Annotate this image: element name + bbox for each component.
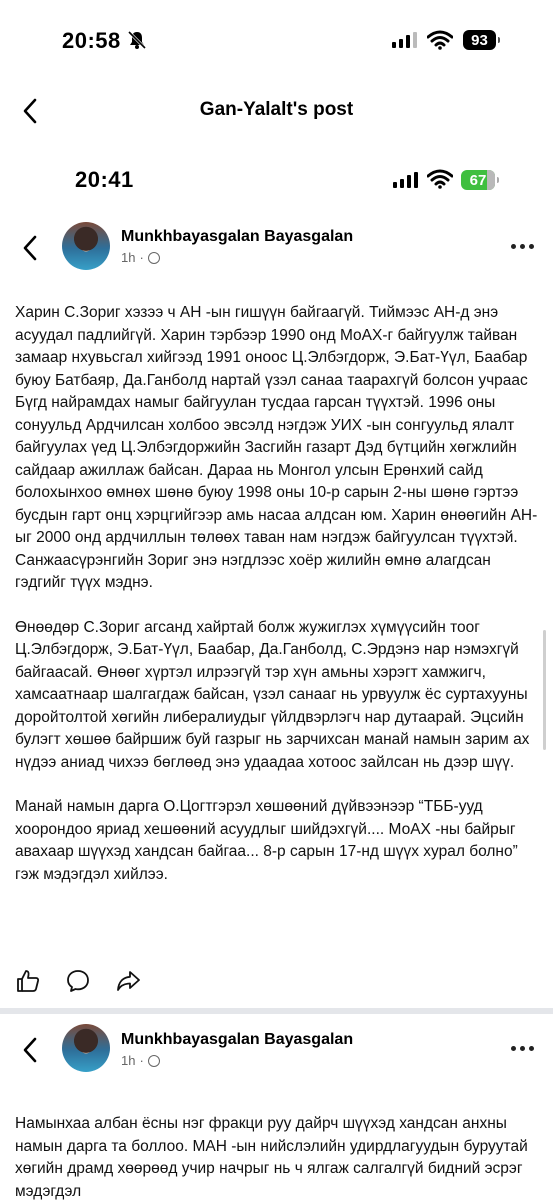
comment-bubble-icon[interactable] bbox=[65, 968, 91, 994]
post-paragraph: Намынхаа албан ёсны нэг фракци руу дайрч шүүхэд хандсан анхны намын дарга та боллоо. МАН -ын нийслэлийн удирдлагуудын буруутай хөгийн драмд хөөрөөд учир начрыг нь ч ялгаж салгалгүй бидний эсрэг мэдэгдэл bbox=[15, 1115, 528, 1200]
meta-separator: · bbox=[139, 250, 144, 265]
outer-status-bar bbox=[0, 0, 553, 80]
post-time: 1h bbox=[121, 1053, 136, 1068]
post-paragraph: Өнөөдөр С.Зориг агсанд хайртай болж жужиглэх хүмүүсийн тоог Ц.Элбэгдорж, Э.Бат-Үүл, Баабар, Да.Ганболд, С.Эрдэнэ нар нэмэхгүй байгаасай. Өнөөг хүртэл илрээгүй тэр хүн амьны хэрэгт хамжигч, хамсаатнаар шалгагдаж байсан, үзэл санааг нь урвуулж ёс суртахууны доройтолтой хөгийн либералиудыг үйлдвэрлэгч нар дутаарай. Эцсийн булэгт хөшөө байршиж буй газрыг нь зарчихсан манай намын зарим ах нүдээ аниад чихээ бөглөөд энэ удаадаа хотоос зайлсан нь дээр шүү. bbox=[15, 618, 530, 771]
more-dots-icon[interactable] bbox=[511, 1046, 534, 1051]
thumbs-up-icon[interactable] bbox=[15, 968, 41, 994]
battery-percent: 93 bbox=[471, 31, 488, 49]
share-arrow-icon[interactable] bbox=[115, 968, 141, 994]
post-author[interactable]: Munkhbayasgalan Bayasgalan bbox=[121, 228, 354, 245]
wifi-icon bbox=[427, 30, 453, 50]
inner-cellular-signal-icon bbox=[393, 172, 418, 188]
post-body bbox=[15, 302, 540, 908]
inner-wifi-icon bbox=[427, 169, 453, 189]
inner-battery-indicator bbox=[461, 170, 495, 190]
post-back-chevron-icon[interactable] bbox=[20, 1036, 40, 1064]
inner-status-time: 20:41 bbox=[75, 167, 134, 192]
post-actions bbox=[15, 968, 141, 994]
battery-indicator bbox=[463, 30, 496, 50]
post-time: 1h bbox=[121, 250, 136, 265]
status-time: 20:58 bbox=[62, 28, 121, 53]
more-dots-icon[interactable] bbox=[511, 244, 534, 249]
page-title: Gan-Yalalt's post bbox=[199, 99, 354, 120]
post-meta bbox=[121, 1053, 160, 1068]
meta-separator: · bbox=[139, 1053, 144, 1068]
globe-icon bbox=[148, 1055, 160, 1067]
post-paragraph: Манай намын дарга О.Цогтгэрэл хөшөөний дүйвээнээр “ТББ-ууд хоорондоо яриад хешөөний асуудлыг шийдэхгүй.... МоАХ -ны байрыг авахаар шүүхэд хандсан байгаа... 8-р сарын 17-нд шүүх хурал болно” гэж мэдэгдэл хийлээ. bbox=[15, 798, 518, 883]
post-paragraph: Харин С.Зориг хэзээ ч АН -ын гишүүн байгаагүй. Тиймээс АН-д энэ асуудал падлийгүй. Харин тэрбээр 1990 онд МоАХ-г байгуулж тайван замаар нхувьсгал хийгээд 1991 оноос Ц.Элбэгдорж, Э.Бат-Үүл, Баабар буюу Батбаяр, Да.Ганболд нартай үзэл санаа таарахгүй болсон учраас Бүгд найрамдах намыг байгуулан тусдаа гарсан түүхтэй. 1996 оны сонуульд Ардчилсан холбоо эвсэлд нэгдэж УИХ -ын сонгуульд ялалт байгуулах үед Ц.Элбэгдоржийн Засгийн газарт Дэд бүтцийн хөгжлийн сайдаар ажиллаж байсан. Дараа нь Монгол улсын Ерөнхий сайд болохынхоо өмнөх шөнө буюу 1998 оны 10-р сарын 2-ны шөнө гэртээ бусдын гарт онц хэрцгийгээр амь насаа алдсан юм. Харин өнөөгийн АН-ыг 2000 онд ардчиллын төлөөх таван нам нэгдэж байгуулсан түүхтэй. Санжаасүрэнгийн Зориг энэ нэгдлээс хоёр жилийн өмнө алагдсан гэдгийг түүх мэднэ. bbox=[15, 304, 538, 591]
cellular-signal-icon bbox=[392, 32, 417, 48]
post-author[interactable]: Munkhbayasgalan Bayasgalan bbox=[121, 1031, 354, 1048]
globe-icon bbox=[148, 252, 160, 264]
post-divider bbox=[0, 1008, 553, 1014]
avatar[interactable] bbox=[62, 1024, 110, 1072]
post-meta bbox=[121, 250, 160, 265]
inner-battery-percent: 67 bbox=[469, 171, 487, 189]
scrollbar[interactable] bbox=[543, 630, 546, 750]
bell-muted-icon bbox=[127, 30, 147, 50]
post-back-chevron-icon[interactable] bbox=[20, 234, 40, 262]
post-body bbox=[15, 1113, 540, 1200]
avatar[interactable] bbox=[62, 222, 110, 270]
